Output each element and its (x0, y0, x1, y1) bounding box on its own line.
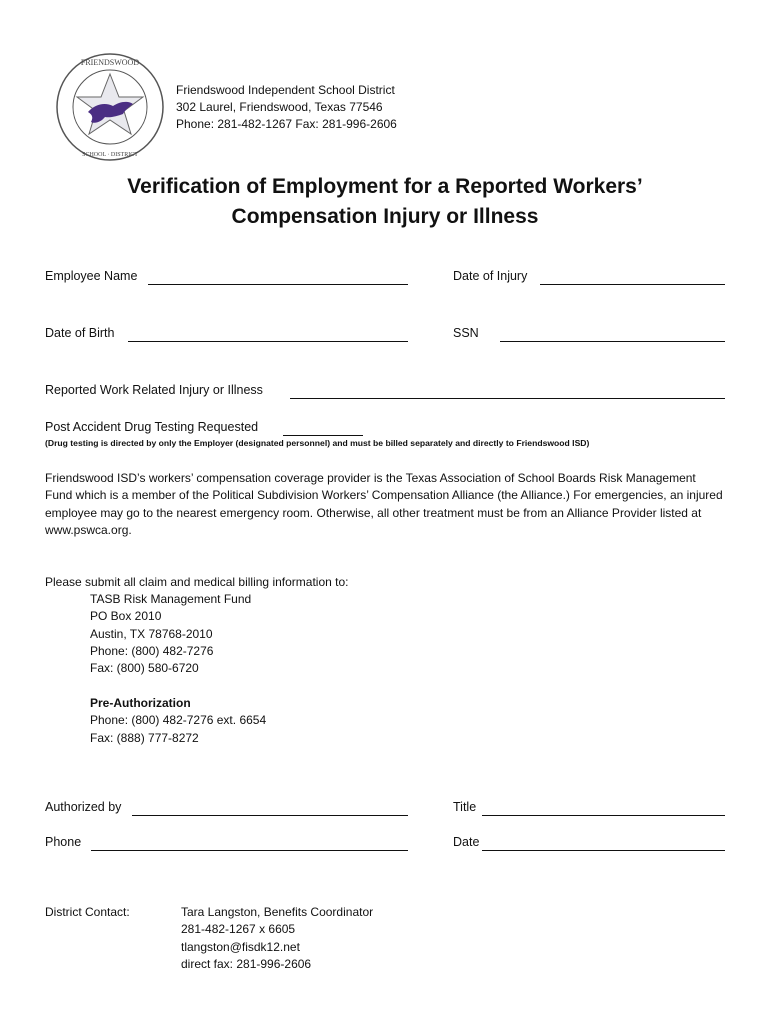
title-field[interactable] (482, 815, 725, 816)
district-contact-info (181, 904, 373, 973)
district-address: 302 Laurel, Friendswood, Texas 77546 (176, 100, 383, 114)
contact-fax: direct fax: 281-996-2606 (181, 956, 312, 971)
submit-line: Fax: (800) 580-6720 (90, 661, 199, 676)
authorized-by-field[interactable] (132, 815, 408, 816)
document-title (0, 172, 770, 232)
title-line-2: Compensation Injury or Illness (231, 205, 539, 228)
phone-label: Phone (45, 835, 82, 849)
submit-intro-text: Please submit all claim and medical billing information to: (45, 575, 349, 589)
date-of-birth-field[interactable] (128, 341, 408, 342)
district-phone: Phone: 281-482-1267 Fax: 281-996-2606 (176, 117, 397, 131)
contact-name: Tara Langston, Benefits Coordinator (181, 905, 374, 919)
title-label: Title (453, 800, 477, 814)
submit-line: TASB Risk Management Fund (90, 592, 252, 606)
svg-text:SCHOOL · DISTRICT: SCHOOL · DISTRICT (82, 152, 138, 158)
date-label: Date (453, 835, 480, 849)
date-of-birth-label: Date of Birth (45, 326, 115, 340)
district-contact-label: District Contact: (45, 905, 130, 919)
date-field[interactable] (482, 850, 725, 851)
district-name: Friendswood Independent School District (176, 83, 395, 97)
coverage-paragraph: Friendswood ISD’s workers’ compensation coverage provider is the Texas Association of School Boards Risk Management Fund which is a member of the Political Subdivision Workers’ Compensation Alliance (the Alliance.) For emergencies, an injured employee may go to the nearest emergency room. Otherwise, all other treatment must be from an Alliance Provider listed at www.pswca.org. (45, 471, 723, 537)
reported-injury-label: Reported Work Related Injury or Illness (45, 383, 263, 397)
district-seal-logo (55, 52, 165, 162)
employee-name-field[interactable] (148, 284, 408, 285)
svg-text:FRIENDSWOOD: FRIENDSWOOD (80, 58, 140, 67)
employee-name-label: Employee Name (45, 269, 138, 283)
preauth-section (90, 695, 266, 747)
phone-field[interactable] (91, 850, 408, 851)
preauth-phone: Phone: (800) 482-7276 ext. 6654 (90, 713, 267, 728)
drug-testing-label: Post Accident Drug Testing Requested (45, 420, 259, 434)
drug-testing-field[interactable] (283, 435, 363, 436)
submit-line: Austin, TX 78768-2010 (90, 626, 213, 641)
date-of-injury-field[interactable] (540, 284, 725, 285)
title-line-1: Verification of Employment for a Reported Workers’ (127, 175, 643, 198)
drug-testing-note: (Drug testing is directed by only the Employer (designated personnel) and must be billed separately and directly to Friendswood ISD) (45, 438, 590, 448)
district-contact-label-wrap (45, 904, 130, 921)
contact-phone: 281-482-1267 x 6605 (181, 922, 296, 937)
submit-intro (45, 574, 348, 591)
ssn-label: SSN (453, 326, 479, 340)
ssn-field[interactable] (500, 341, 725, 342)
contact-email: tlangston@fisdk12.net (181, 939, 300, 954)
authorized-by-label: Authorized by (45, 800, 122, 814)
district-header (176, 82, 397, 133)
preauth-fax: Fax: (888) 777-8272 (90, 730, 199, 745)
date-of-injury-label: Date of Injury (453, 269, 528, 283)
submit-address (90, 591, 251, 677)
submit-line: Phone: (800) 482-7276 (90, 643, 214, 658)
submit-line: PO Box 2010 (90, 609, 162, 624)
reported-injury-field[interactable] (290, 398, 725, 399)
preauth-heading: Pre-Authorization (90, 696, 191, 710)
